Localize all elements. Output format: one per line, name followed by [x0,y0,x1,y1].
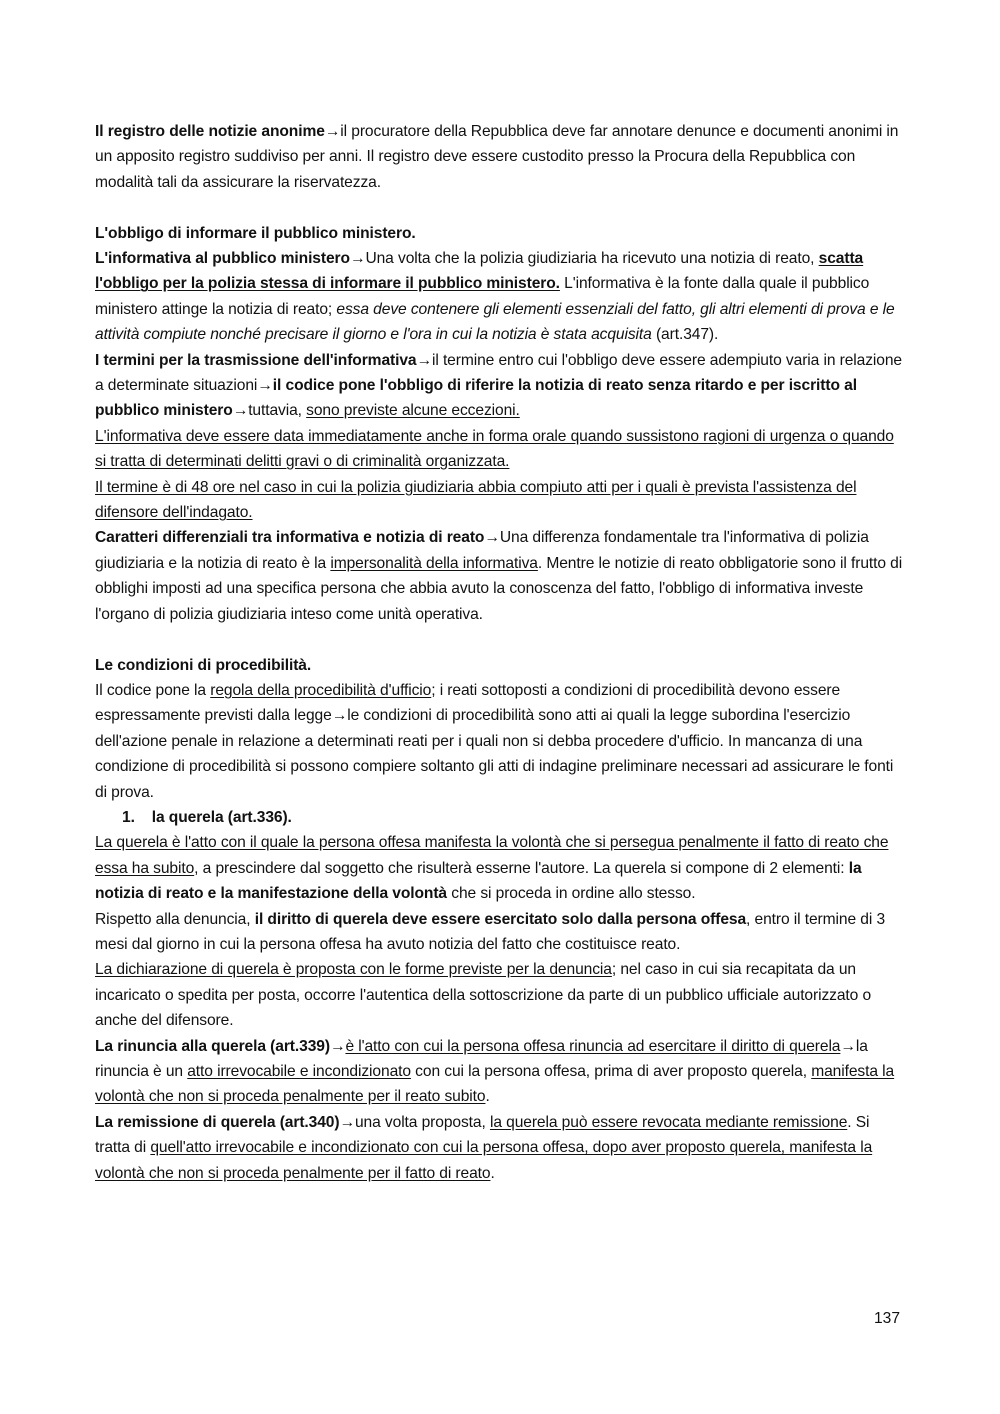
paragraph-rinuncia-querela [95,1034,907,1110]
paragraph-text: . [490,1164,495,1182]
underlined-text: La dichiarazione di querela è proposta con le forme previste per la denuncia [95,961,612,979]
bold-text: il diritto di querela deve essere esercitato solo dalla persona offesa [254,910,747,928]
paragraph-text: . [485,1088,490,1106]
paragraph-text: . Si tratta di [95,1113,870,1157]
blank-line [95,195,907,220]
paragraph-text: , a prescindere dal soggetto che risulterà esserne l'autore. La querela si compone di 2 elementi: [194,859,849,877]
underlined-text: L'informativa deve essere data immediatamente anche in forma orale quando sussistono ragioni di urgenza o quando si tratta di determinati delitti gravi o di criminalità organizzata. [95,427,894,471]
paragraph-termini-trasmissione [95,348,907,424]
document-body [95,119,907,1186]
arrow-right-icon: → [257,377,273,395]
underlined-text: regola della procedibilità d'ufficio [210,681,432,699]
bold-heading: L'informativa al pubblico ministero [95,250,350,268]
underlined-text: sono previste alcune eccezioni. [306,402,520,420]
paragraph-text: L'informativa è la fonte dalla quale il pubblico ministero attinge la notizia di reato; [95,275,870,318]
section-title: L'obbligo di informare il pubblico ministero. [95,224,416,242]
bold-text: la notizia di reato e la manifestazione della volontà [95,859,862,903]
paragraph-diritto-querela [95,907,907,958]
arrow-right-icon: → [484,529,500,547]
bold-heading: I termini per la trasmissione dell'informativa [95,351,417,369]
underlined-text: La querela è l'atto con il quale la persona offesa manifesta la volontà che si persegua penalmente il fatto di reato che essa ha subito [95,834,889,877]
list-number: 1. [122,808,135,826]
underlined-text: Il termine è di 48 ore nel caso in cui la polizia giudiziaria abbia compiuto atti per i quali è prevista l'assistenza del difensore dell'indagato. [95,478,857,522]
bold-heading: La remissione di querela (art.340) [95,1113,340,1131]
underlined-text: è l'atto con cui la persona offesa rinuncia ad esercitare il diritto di querela [345,1037,841,1055]
paragraph-text: (art.347). [651,326,719,344]
paragraph-text: ; i reati sottoposti a condizioni di procedibilità devono essere espressamente previsti dalla legge [95,681,841,725]
underlined-text: quell'atto irrevocabile e incondizionato con cui la persona offesa, dopo aver proposto querela, manifesta la volontà che non si proceda penalmente per il fatto di reato [95,1139,873,1182]
bold-underlined-text: scatta l'obbligo per la polizia stessa di informare il pubblico ministero. [95,250,864,293]
paragraph-text: il termine entro cui l'obbligo deve essere adempiuto varia in relazione a determinate situazioni [95,351,903,395]
arrow-right-icon: → [324,123,341,140]
bold-text: il codice pone l'obbligo di riferire la notizia di reato senza ritardo e per iscritto al pubblico ministero [95,377,857,420]
paragraph-text: le condizioni di procedibilità sono atti ai quali la legge subordina l'esercizio dell'azione penale in relazione a determinati reati per i quali non si debba procedere d'ufficio. In mancanza di una condizione di procedibilità si possono compiere soltanto gli atti di indagine preliminare necessari ad assicurare le fonti di prova. [95,707,894,801]
paragraph-remissione-querela [95,1110,907,1186]
paragraph-procedibilita-ufficio [95,678,907,805]
paragraph-text: Rispetto alla denuncia, [95,910,255,928]
arrow-right-icon: → [840,1037,856,1055]
paragraph-termine-48-ore [95,475,907,526]
bold-heading: La rinuncia alla querela (art.339) [95,1037,330,1055]
arrow-right-icon: → [339,1113,355,1131]
page-number: 137 [874,1310,901,1327]
paragraph-informativa-orale [95,424,907,475]
underlined-text: atto irrevocabile e incondizionato [187,1063,411,1080]
paragraph-text: la rinuncia è un [95,1037,868,1080]
section-heading-condizioni-procedibilita [95,653,907,678]
paragraph-text: che si proceda in ordine allo stesso. [447,885,696,903]
paragraph-text: , entro il termine di 3 mesi dal giorno in cui la persona offesa ha avuto notizia del fatto che costituisce reato. [95,910,886,953]
bold-heading: Caratteri differenziali tra informativa e notizia di reato [95,529,485,547]
blank-line [95,627,907,652]
underlined-text: la querela può essere revocata mediante remissione [489,1113,848,1131]
section-title: Le condizioni di procedibilità. [95,656,312,674]
paragraph-informativa-pm [95,246,907,348]
paragraph-text: il procuratore della Repubblica deve far annotare denunce e documenti anonimi in un apposito registro suddiviso per anni. Il registro deve essere custodito presso la Procura della Repubblica con modalità tali da assicurare la riservatezza. [95,123,899,191]
arrow-right-icon: → [331,707,348,725]
paragraph-text: . Mentre le notizie di reato obbligatorie sono il frutto di obblighi imposti ad una specifica persona che abbia avuto la conoscenza del fatto, l'obbligo di informativa investe l'organo di polizia giudiziaria inteso come unità operativa. [95,554,903,623]
paragraph-caratteri-differenziali [95,525,907,627]
paragraph-text: una volta proposta, [354,1113,490,1131]
underlined-text: manifesta la volontà che non si proceda penalmente per il reato subito [95,1063,895,1106]
paragraph-querela-definizione [95,830,907,906]
list-item-querela [95,805,907,830]
section-heading-obbligo-informare [95,221,907,246]
underlined-text: impersonalità della informativa [330,554,538,572]
paragraph-text: con cui la persona offesa, prima di aver proposto querela, [410,1063,812,1080]
paragraph-registro-notizie-anonime [95,119,907,195]
paragraph-text: ; nel caso in cui sia recapitata da un incaricato o spedita per posta, occorre l'autentica della sottoscrizione da parte di un pubblico ufficiale autorizzato o anche del difensore. [95,961,872,1030]
list-item-text: la querela (art.336). [151,808,292,826]
paragraph-dichiarazione-querela [95,957,907,1033]
paragraph-text: tuttavia, [248,402,307,420]
paragraph-text: Una differenza fondamentale tra l'informativa di polizia giudiziaria e la notizia di reato è la [95,529,869,572]
arrow-right-icon: → [329,1037,346,1055]
arrow-right-icon: → [416,351,432,369]
paragraph-text: Il codice pone la [95,681,211,699]
italic-text: essa deve contenere gli elementi essenziali del fatto, gli altri elementi di prova e le attività compiute nonché precisare il giorno e l'ora in cui la notizia è stata acquisita [95,300,895,344]
paragraph-text: Una volta che la polizia giudiziaria ha ricevuto una notizia di reato, [365,250,819,268]
bold-heading: Il registro delle notizie anonime [95,123,325,140]
arrow-right-icon: → [232,402,249,420]
arrow-right-icon: → [349,250,366,268]
